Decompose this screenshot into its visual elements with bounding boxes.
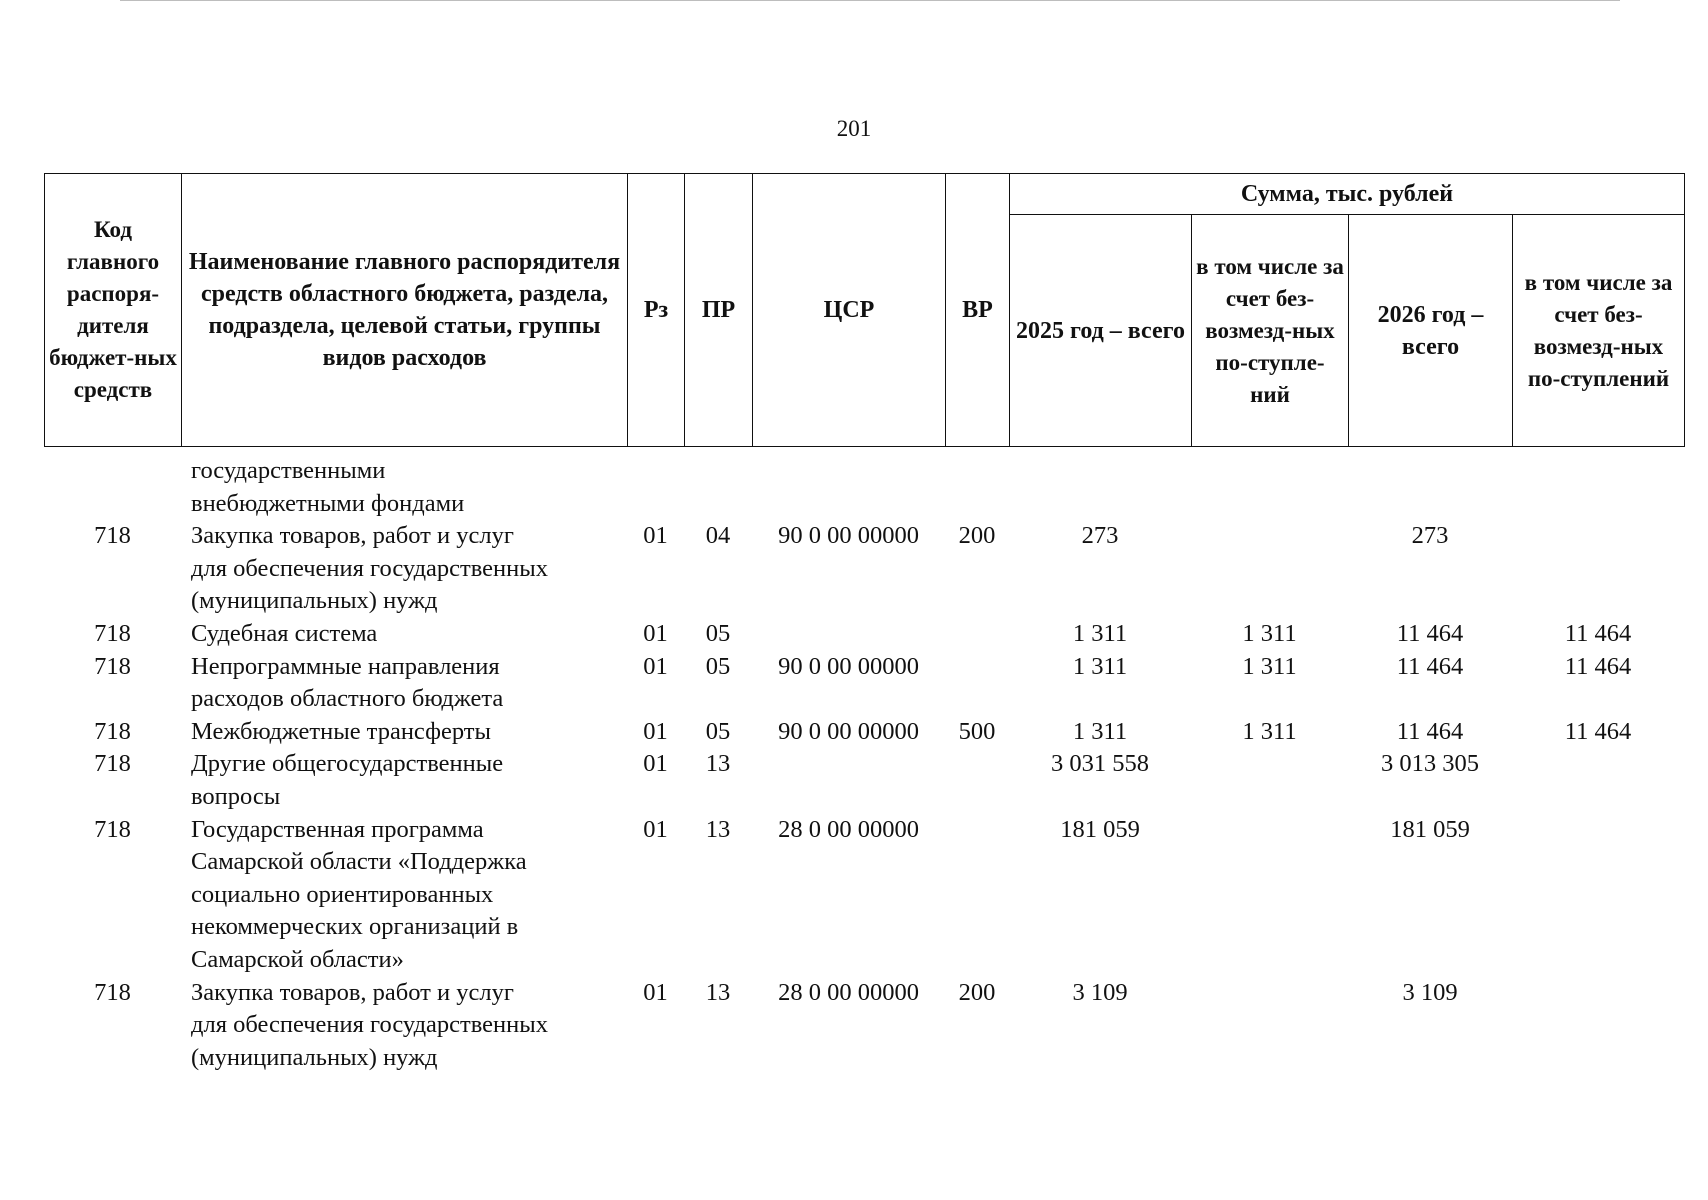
cell-name: государственными внебюджетными фондами bbox=[191, 457, 465, 517]
cell-2026-total: 11 464 bbox=[1396, 619, 1464, 647]
cell-rz: 01 bbox=[643, 815, 668, 843]
cell-vr: 500 bbox=[958, 717, 996, 745]
cell-2025-total: 1 311 bbox=[1072, 619, 1128, 647]
cell-vr bbox=[945, 651, 1009, 716]
cell-2025-free bbox=[1191, 455, 1348, 520]
cell-code bbox=[44, 455, 181, 520]
header-2026-total: 2026 год – всего bbox=[1349, 215, 1513, 447]
cell-2026-free: 11 464 bbox=[1564, 652, 1632, 680]
cell-name: Государственная программа Самарской области «Поддержка социально ориентированных некоммерческих организаций в Самарской области» bbox=[191, 815, 527, 973]
table-header bbox=[44, 173, 1685, 447]
cell-rz bbox=[627, 455, 684, 520]
cell-code: 718 bbox=[94, 815, 131, 843]
header-name: Наименование главного распорядителя средств областного бюджета, раздела, подраздела, целевой статьи, группы видов расходов bbox=[182, 174, 628, 447]
table-body bbox=[44, 455, 1684, 1074]
header-pr: ПР bbox=[685, 174, 753, 447]
cell-vr: 200 bbox=[958, 978, 996, 1006]
cell-code: 718 bbox=[94, 978, 131, 1006]
table-row bbox=[44, 977, 1684, 1075]
cell-2026-free: 11 464 bbox=[1564, 717, 1632, 745]
cell-2025-total: 181 059 bbox=[1060, 815, 1140, 843]
cell-csr bbox=[752, 618, 945, 651]
cell-vr: 200 bbox=[958, 522, 996, 550]
table-row bbox=[44, 814, 1684, 977]
top-scan-edge bbox=[120, 0, 1620, 1]
table-row bbox=[44, 651, 1684, 716]
cell-rz: 01 bbox=[643, 978, 668, 1006]
cell-2025-total: 3 109 bbox=[1072, 978, 1128, 1006]
cell-rz: 01 bbox=[643, 619, 668, 647]
table-row bbox=[44, 618, 1684, 651]
cell-vr bbox=[945, 455, 1009, 520]
cell-2025-free bbox=[1191, 520, 1348, 618]
cell-pr: 13 bbox=[705, 815, 731, 843]
cell-2026-free bbox=[1512, 455, 1684, 520]
table-row bbox=[44, 520, 1684, 618]
header-code: Код главного распоря-дителя бюджет-ных средств bbox=[45, 174, 182, 447]
cell-2026-total bbox=[1348, 455, 1512, 520]
cell-pr bbox=[684, 455, 752, 520]
cell-2025-free bbox=[1191, 814, 1348, 977]
cell-vr bbox=[945, 748, 1009, 813]
table-row bbox=[44, 748, 1684, 813]
cell-pr: 05 bbox=[705, 652, 731, 680]
cell-vr bbox=[945, 814, 1009, 977]
cell-2026-free bbox=[1512, 748, 1684, 813]
cell-2025-free bbox=[1191, 977, 1348, 1075]
cell-2025-total: 273 bbox=[1081, 522, 1119, 550]
cell-csr bbox=[752, 748, 945, 813]
cell-code: 718 bbox=[94, 652, 131, 680]
cell-csr: 90 0 00 00000 bbox=[778, 522, 919, 550]
cell-2026-total: 11 464 bbox=[1396, 717, 1464, 745]
cell-name: Закупка товаров, работ и услуг для обеспечения государственных (муниципальных) нужд bbox=[191, 978, 548, 1071]
cell-code: 718 bbox=[94, 522, 131, 550]
cell-csr: 28 0 00 00000 bbox=[778, 978, 919, 1006]
header-2025-total: 2025 год – всего bbox=[1010, 215, 1192, 447]
header-vr: ВР bbox=[946, 174, 1010, 447]
cell-2026-free: 11 464 bbox=[1564, 619, 1632, 647]
cell-csr bbox=[752, 455, 945, 520]
cell-name: Межбюджетные трансферты bbox=[191, 717, 491, 745]
header-sum: Сумма, тыс. рублей bbox=[1010, 174, 1685, 215]
cell-2026-free bbox=[1512, 814, 1684, 977]
cell-csr: 90 0 00 00000 bbox=[778, 652, 919, 680]
cell-csr: 28 0 00 00000 bbox=[778, 815, 919, 843]
cell-rz: 01 bbox=[643, 522, 668, 550]
cell-2026-free bbox=[1512, 520, 1684, 618]
cell-2025-total: 3 031 558 bbox=[1051, 750, 1149, 778]
cell-pr: 13 bbox=[705, 978, 731, 1006]
cell-pr: 04 bbox=[705, 522, 731, 550]
table-row bbox=[44, 716, 1684, 749]
header-rz: Рз bbox=[628, 174, 685, 447]
cell-2026-total: 273 bbox=[1411, 522, 1449, 550]
cell-2025-free bbox=[1191, 748, 1348, 813]
page-number: 201 bbox=[836, 116, 872, 141]
cell-vr bbox=[945, 618, 1009, 651]
cell-code: 718 bbox=[94, 619, 131, 647]
cell-code: 718 bbox=[94, 717, 131, 745]
cell-pr: 05 bbox=[705, 619, 731, 647]
table-row bbox=[44, 455, 1684, 520]
cell-rz: 01 bbox=[643, 717, 668, 745]
cell-name: Судебная система bbox=[191, 619, 378, 647]
cell-2026-free bbox=[1512, 977, 1684, 1075]
cell-pr: 05 bbox=[705, 717, 731, 745]
cell-pr: 13 bbox=[705, 750, 731, 778]
cell-2026-total: 3 013 305 bbox=[1381, 750, 1479, 778]
cell-rz: 01 bbox=[643, 652, 668, 680]
header-csr: ЦСР bbox=[753, 174, 946, 447]
cell-csr: 90 0 00 00000 bbox=[778, 717, 919, 745]
cell-2026-total: 181 059 bbox=[1390, 815, 1470, 843]
cell-name: Другие общегосударственные вопросы bbox=[191, 750, 504, 810]
cell-rz: 01 bbox=[643, 750, 668, 778]
header-2025-free: в том числе за счет без-возмезд-ных по-ступле-ний bbox=[1192, 215, 1349, 447]
cell-2025-total: 1 311 bbox=[1072, 717, 1128, 745]
cell-code: 718 bbox=[94, 750, 131, 778]
cell-name: Непрограммные направления расходов областного бюджета bbox=[191, 652, 504, 713]
cell-2025-total bbox=[1009, 455, 1191, 520]
cell-name: Закупка товаров, работ и услуг для обеспечения государственных (муниципальных) нужд bbox=[191, 522, 548, 615]
cell-2025-free: 1 311 bbox=[1242, 619, 1297, 647]
cell-2025-free: 1 311 bbox=[1242, 652, 1297, 680]
cell-2026-total: 11 464 bbox=[1396, 652, 1464, 680]
cell-2025-total: 1 311 bbox=[1072, 652, 1128, 680]
cell-2026-total: 3 109 bbox=[1402, 978, 1458, 1006]
cell-2025-free: 1 311 bbox=[1242, 717, 1297, 745]
header-2026-free: в том числе за счет без-возмезд-ных по-ступлений bbox=[1513, 215, 1685, 447]
